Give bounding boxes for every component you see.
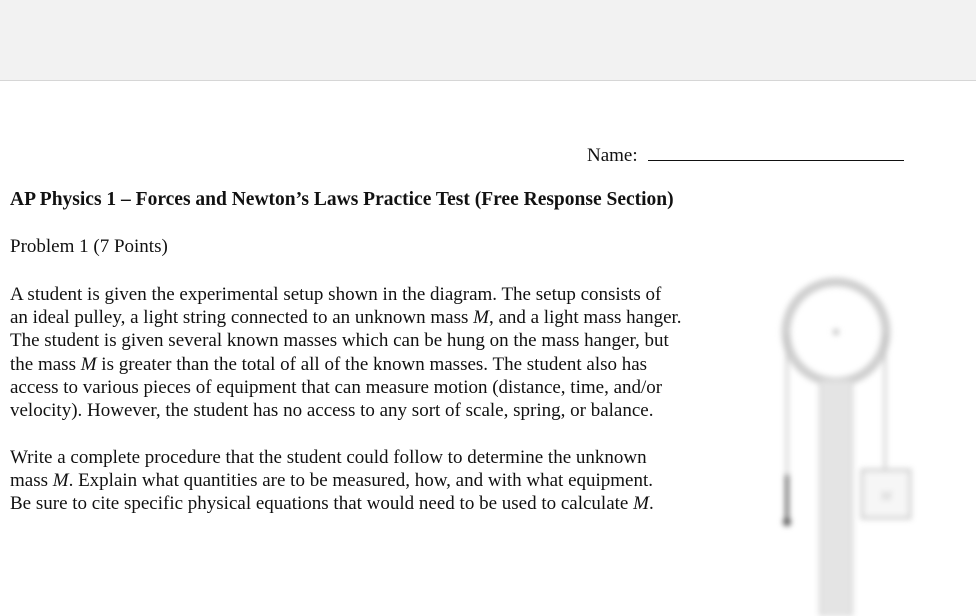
test-title: AP Physics 1 – Forces and Newton’s Laws Practice Test (Free Response Section) [10, 189, 674, 210]
variable-m: M [473, 307, 489, 329]
paragraph-line: velocity). However, the student has no access to any sort of scale, spring, or balance. [10, 400, 654, 422]
variable-m: M [52, 470, 69, 492]
paragraph-line: The student is given several known masses which can be hung on the mass hanger, but [10, 330, 669, 352]
paragraph-line: access to various pieces of equipment that can measure motion (distance, time, and/or [10, 376, 663, 398]
paragraph-line: Be sure to cite specific physical equations that would need to be used to calculate M. [10, 493, 654, 515]
paragraph-line: A student is given the experimental setup shown in the diagram. The setup consists of [10, 284, 662, 305]
variable-m: M [80, 353, 97, 375]
problem-heading: Problem 1 (7 Points) [10, 236, 168, 257]
pulley-support-rod [820, 380, 852, 616]
mass-hanger-base [783, 518, 791, 526]
paragraph-line: Write a complete procedure that the student could follow to determine the unknown [10, 447, 647, 468]
name-blank-line [648, 142, 904, 161]
browser-top-bar [0, 0, 976, 81]
paragraph-line: mass M. Explain what quantities are to be measured, how, and with what equipment. [10, 470, 654, 492]
variable-m: M [633, 493, 649, 515]
pulley-axle [833, 329, 839, 335]
name-label: Name: [587, 145, 638, 166]
pulley-diagram [760, 270, 960, 616]
paragraph-line: an ideal pulley, a light string connected to an unknown mass M, and a light mass hanger. [10, 307, 682, 329]
unknown-mass-label: M [880, 488, 892, 503]
problem-paragraph-2 [10, 446, 750, 516]
paragraph-line: the mass M is greater than the total of all of the known masses. The student also has [10, 353, 648, 375]
problem-paragraph-1 [10, 283, 750, 422]
name-field-row [587, 142, 904, 167]
